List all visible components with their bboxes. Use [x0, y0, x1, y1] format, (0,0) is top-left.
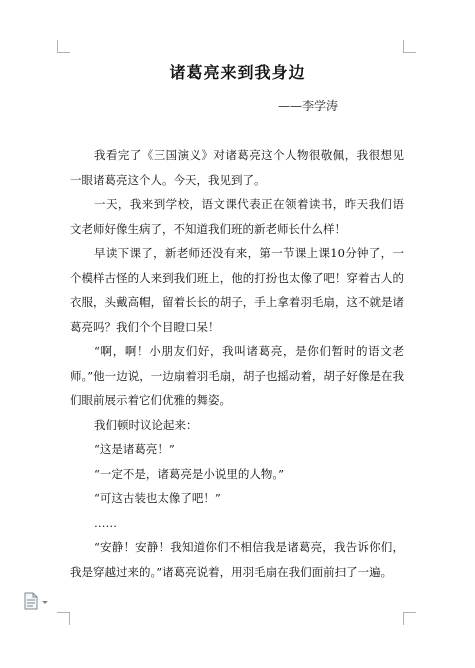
paragraph: …… [94, 515, 117, 530]
document-icon [25, 593, 37, 609]
document-author: ——李学涛 [278, 99, 339, 113]
paragraph: “这是诸葛亮！” [94, 442, 175, 456]
crop-mark-bottom-right [403, 612, 416, 613]
paragraph: 一天，我来到学校，语文课代表正在领着读书，昨天我们语文老师好像生病了，不知道我们班的新老师长什么样！ [70, 197, 404, 236]
paragraph: 早读下课了，新老师还没有来，第一节课上课10分钟了，一个模样古怪的人来到我们班上，他的打扮也太像了吧！穿着古人的衣服，头戴高帽，留着长长的胡子，手上拿着羽毛扇，这不就是诸葛亮吗？我们个个目瞪口呆！ [70, 246, 404, 334]
paragraph: “一定不是，诸葛亮是小说里的人物。” [94, 466, 285, 481]
crop-mark-top-left [57, 52, 70, 53]
document-title: 诸葛亮来到我身边 [169, 63, 306, 82]
paragraph: 我们顿时议论起来： [94, 417, 198, 432]
paste-options-button[interactable] [22, 592, 56, 610]
paragraph: “啊，啊！小朋友们好，我叫诸葛亮，是你们暂时的语文老师。”他一边说，一边扇着羽毛扇，胡子也摇动着，胡子好像是在我们眼前展示着它们优雅的舞姿。 [70, 344, 404, 407]
dropdown-arrow-icon [42, 601, 48, 604]
document-body[interactable] [70, 143, 404, 584]
paragraph: 我看完了《三国演义》对诸葛亮这个人物很敬佩，我很想见一眼诸葛亮这个人。今天，我见到了。 [70, 148, 404, 187]
crop-mark-top-right [403, 52, 416, 53]
crop-mark-bottom-right [403, 612, 404, 625]
paragraph: “可这古装也太像了吧！” [94, 491, 221, 505]
crop-mark-bottom-left [69, 612, 70, 625]
paragraph: “安静！安静！我知道你们不相信我是诸葛亮，我告诉你们，我是穿越过来的。”诸葛亮说着，用羽毛扇在我们面前扫了一遍。 [70, 540, 404, 579]
